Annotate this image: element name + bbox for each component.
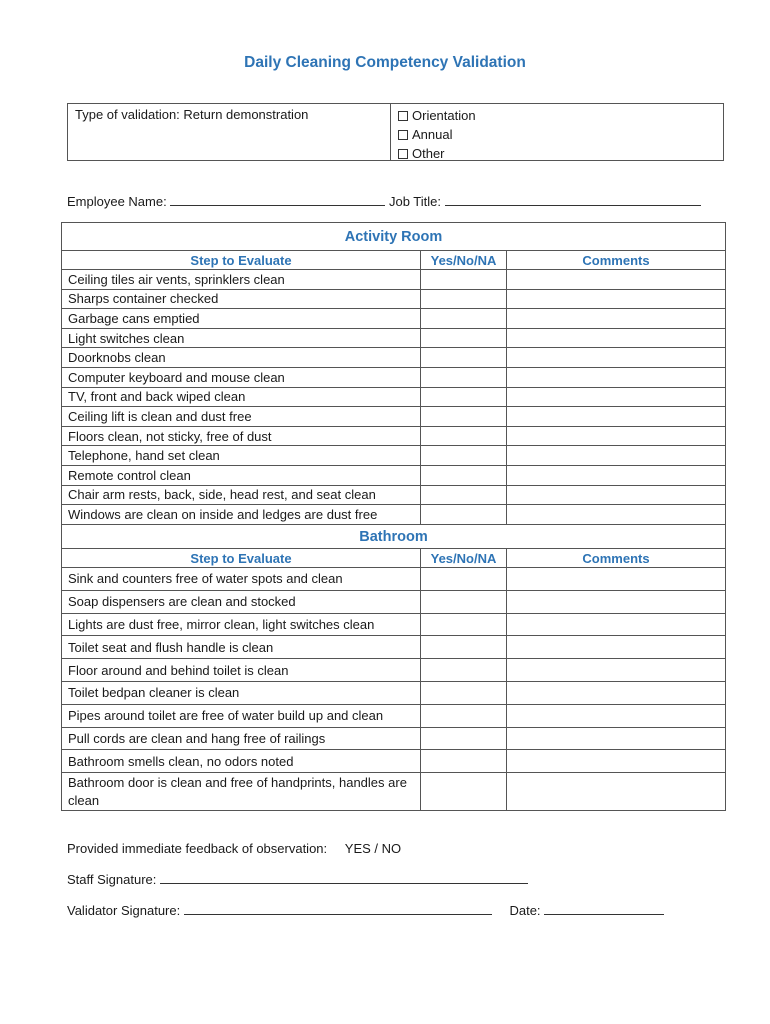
job-title-label: Job Title: — [388, 194, 441, 209]
section-title: Bathroom — [62, 525, 726, 549]
staff-signature-label: Staff Signature: — [67, 872, 157, 887]
step-label: Telephone, hand set clean — [62, 446, 421, 466]
yes-no-na-cell[interactable] — [421, 727, 507, 750]
yes-no-na-cell[interactable] — [421, 367, 507, 387]
table-row — [62, 485, 726, 505]
column-header-yes-no-na: Yes/No/NA — [421, 251, 507, 270]
step-label: Bathroom smells clean, no odors noted — [62, 750, 421, 773]
validator-signature-label: Validator Signature: — [67, 903, 181, 918]
bathroom-table — [61, 524, 726, 811]
table-row — [62, 659, 726, 682]
step-label: Chair arm rests, back, side, head rest, and seat clean — [62, 485, 421, 505]
step-label: Ceiling tiles air vents, sprinklers clean — [62, 270, 421, 290]
yes-no-na-cell[interactable] — [421, 348, 507, 368]
comments-cell[interactable] — [507, 328, 726, 348]
step-label: Garbage cans emptied — [62, 309, 421, 329]
table-row — [62, 613, 726, 636]
comments-cell[interactable] — [507, 773, 726, 811]
activity-room-table — [61, 222, 726, 525]
comments-cell[interactable] — [507, 387, 726, 407]
staff-signature-field[interactable] — [160, 871, 528, 884]
table-row — [62, 505, 726, 525]
table-row — [62, 750, 726, 773]
yes-no-na-cell[interactable] — [421, 446, 507, 466]
yes-no-na-cell[interactable] — [421, 485, 507, 505]
yes-no-na-cell[interactable] — [421, 465, 507, 485]
validation-options — [391, 104, 723, 160]
employee-name-field[interactable] — [170, 193, 385, 206]
yes-no-na-cell[interactable] — [421, 773, 507, 811]
step-label: Lights are dust free, mirror clean, light switches clean — [62, 613, 421, 636]
step-label: Soap dispensers are clean and stocked — [62, 590, 421, 613]
step-label: Floor around and behind toilet is clean — [62, 659, 421, 682]
employee-name-label: Employee Name: — [67, 194, 167, 209]
column-header-comments: Comments — [507, 251, 726, 270]
step-label: Floors clean, not sticky, free of dust — [62, 426, 421, 446]
table-row — [62, 309, 726, 329]
step-label: Computer keyboard and mouse clean — [62, 367, 421, 387]
column-header-step: Step to Evaluate — [62, 549, 421, 568]
table-row — [62, 727, 726, 750]
option-label: Orientation — [412, 108, 476, 123]
comments-cell[interactable] — [507, 659, 726, 682]
column-header-comments: Comments — [507, 549, 726, 568]
column-header-yes-no-na: Yes/No/NA — [421, 549, 507, 568]
comments-cell[interactable] — [507, 704, 726, 727]
step-label: Toilet bedpan cleaner is clean — [62, 681, 421, 704]
yes-no-na-cell[interactable] — [421, 681, 507, 704]
comments-cell[interactable] — [507, 270, 726, 290]
comments-cell[interactable] — [507, 407, 726, 427]
page-title: Daily Cleaning Competency Validation — [244, 54, 526, 71]
employee-row — [67, 193, 701, 209]
step-label: Windows are clean on inside and ledges are dust free — [62, 505, 421, 525]
comments-cell[interactable] — [507, 636, 726, 659]
yes-no-na-cell[interactable] — [421, 309, 507, 329]
step-label: Sink and counters free of water spots and clean — [62, 568, 421, 591]
option-other[interactable] — [398, 144, 716, 163]
step-label: Light switches clean — [62, 328, 421, 348]
table-row — [62, 426, 726, 446]
option-annual[interactable] — [398, 125, 716, 144]
step-label: Doorknobs clean — [62, 348, 421, 368]
step-label: TV, front and back wiped clean — [62, 387, 421, 407]
section-title: Activity Room — [62, 223, 726, 251]
yes-no-na-cell[interactable] — [421, 328, 507, 348]
table-row — [62, 328, 726, 348]
step-label: Remote control clean — [62, 465, 421, 485]
table-row — [62, 465, 726, 485]
table-row — [62, 270, 726, 290]
yes-no-na-cell[interactable] — [421, 568, 507, 591]
checkbox-icon[interactable] — [398, 111, 408, 121]
step-label: Ceiling lift is clean and dust free — [62, 407, 421, 427]
table-row — [62, 681, 726, 704]
table-row — [62, 590, 726, 613]
option-label: Other — [412, 146, 445, 161]
yes-no-na-cell[interactable] — [421, 387, 507, 407]
step-label: Sharps container checked — [62, 289, 421, 309]
yes-no-na-cell[interactable] — [421, 750, 507, 773]
comments-cell[interactable] — [507, 348, 726, 368]
comments-cell[interactable] — [507, 465, 726, 485]
table-row — [62, 773, 726, 811]
comments-cell[interactable] — [507, 727, 726, 750]
comments-cell[interactable] — [507, 426, 726, 446]
table-row — [62, 704, 726, 727]
comments-cell[interactable] — [507, 750, 726, 773]
table-row — [62, 568, 726, 591]
yes-no-na-cell[interactable] — [421, 590, 507, 613]
yes-no-na-cell[interactable] — [421, 270, 507, 290]
yes-no-na-cell[interactable] — [421, 407, 507, 427]
option-label: Annual — [412, 127, 453, 142]
step-label: Toilet seat and flush handle is clean — [62, 636, 421, 659]
feedback-options[interactable]: YES / NO — [344, 841, 402, 856]
comments-cell[interactable] — [507, 681, 726, 704]
comments-cell[interactable] — [507, 568, 726, 591]
table-row — [62, 636, 726, 659]
comments-cell[interactable] — [507, 289, 726, 309]
comments-cell[interactable] — [507, 367, 726, 387]
comments-cell[interactable] — [507, 590, 726, 613]
validator-signature-row — [67, 902, 664, 918]
date-label: Date: — [509, 903, 541, 918]
feedback-row — [67, 841, 401, 856]
table-row — [62, 289, 726, 309]
checkbox-icon[interactable] — [398, 149, 408, 159]
column-header-step: Step to Evaluate — [62, 251, 421, 270]
comments-cell[interactable] — [507, 505, 726, 525]
comments-cell[interactable] — [507, 309, 726, 329]
table-row — [62, 407, 726, 427]
step-label: Pull cords are clean and hang free of railings — [62, 727, 421, 750]
yes-no-na-cell[interactable] — [421, 613, 507, 636]
yes-no-na-cell[interactable] — [421, 505, 507, 525]
checkbox-icon[interactable] — [398, 130, 408, 140]
comments-cell[interactable] — [507, 613, 726, 636]
table-row — [62, 446, 726, 466]
table-row — [62, 387, 726, 407]
validation-type-box — [67, 103, 724, 161]
step-label: Bathroom door is clean and free of handprints, handles are clean — [62, 773, 421, 811]
yes-no-na-cell[interactable] — [421, 704, 507, 727]
table-row — [62, 348, 726, 368]
step-label: Pipes around toilet are free of water build up and clean — [62, 704, 421, 727]
staff-signature-row — [67, 871, 528, 887]
comments-cell[interactable] — [507, 485, 726, 505]
job-title-field[interactable] — [445, 193, 701, 206]
validator-signature-field[interactable] — [184, 902, 492, 915]
comments-cell[interactable] — [507, 446, 726, 466]
date-field[interactable] — [544, 902, 664, 915]
yes-no-na-cell[interactable] — [421, 426, 507, 446]
yes-no-na-cell[interactable] — [421, 289, 507, 309]
yes-no-na-cell[interactable] — [421, 636, 507, 659]
validation-type-label: Type of validation: Return demonstration — [68, 104, 391, 160]
yes-no-na-cell[interactable] — [421, 659, 507, 682]
feedback-label: Provided immediate feedback of observation: — [67, 841, 328, 856]
option-orientation[interactable] — [398, 106, 716, 125]
table-row — [62, 367, 726, 387]
